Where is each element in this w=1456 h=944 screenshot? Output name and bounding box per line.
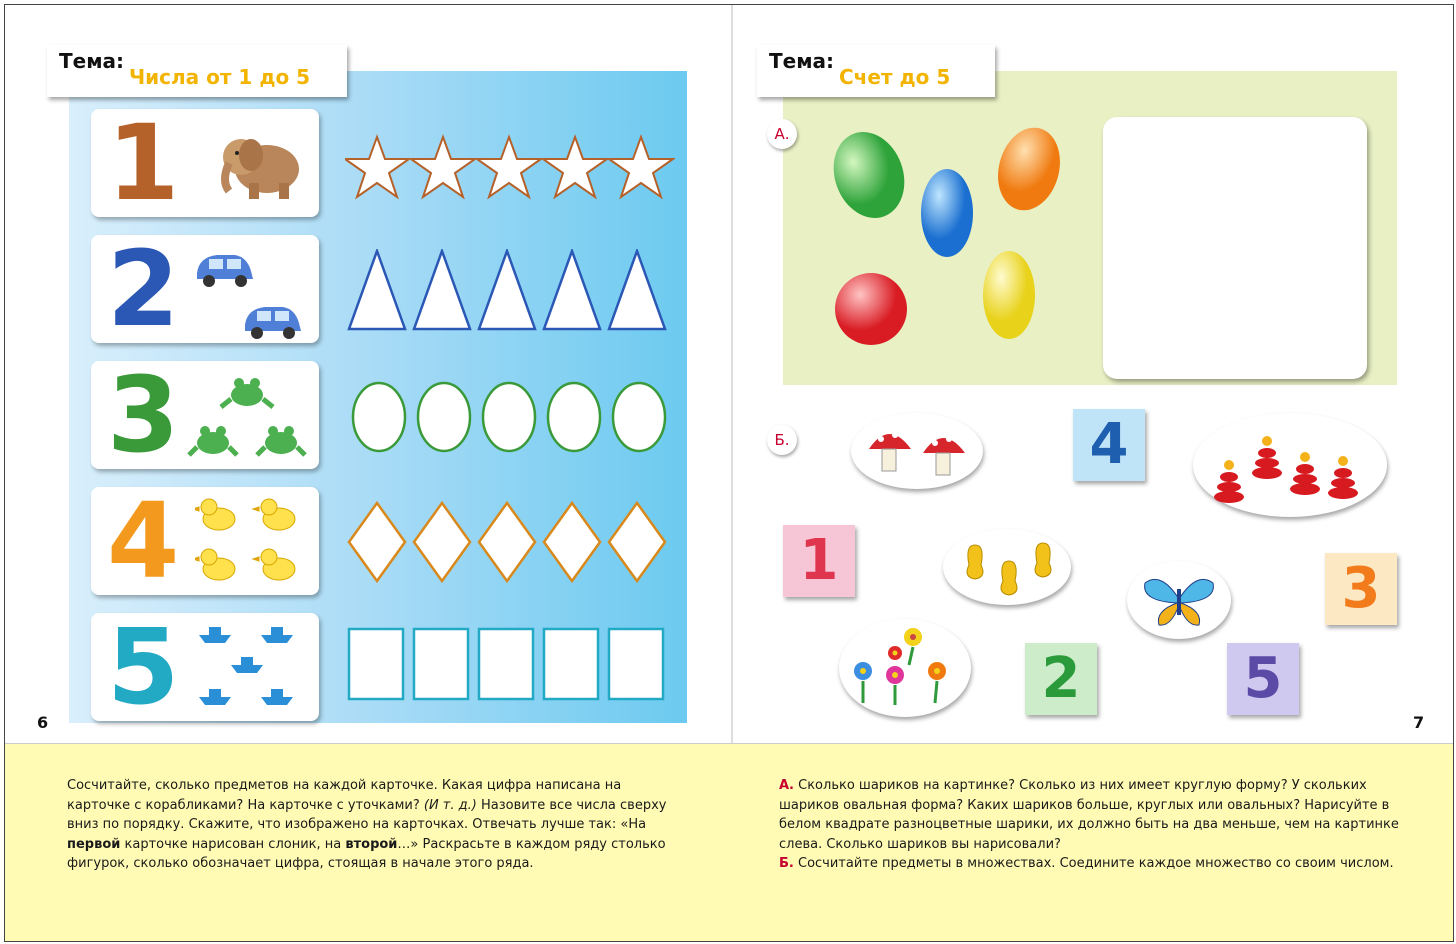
card-digit: 4 [107,480,180,602]
instr-text-a: Сколько шариков на картинке? Сколько из них имеет круглую форму? У скольких шариков овальная форма? Каких шариков больше, круглых или овальных? Нарисуйте в белом квадрате разноцветные шарики, их должно быть на два меньше, чем на картинке слева. Сколько шариков вы нарисовали? [779,778,1399,852]
butterfly-icon [1141,571,1217,629]
marker-b: Б. [767,425,797,455]
blue-balloon [921,169,973,257]
number-card-5 [91,606,319,728]
number-tile-1[interactable] [783,525,855,597]
number-tile-3[interactable] [1325,553,1397,625]
set-mushrooms[interactable] [851,413,983,489]
duck-icon [195,493,311,589]
card-digit: 1 [107,102,180,224]
green-balloon [825,122,916,228]
card-digit: 2 [107,228,180,350]
boat-icon [195,619,311,715]
topic-banner-right [757,45,995,97]
topic-title: Счет до 5 [839,65,951,89]
number-card-3 [91,354,319,476]
number-tile-5[interactable] [1227,643,1299,715]
triangle-icon [349,251,665,329]
flower-icon [849,625,961,711]
card-digit: 3 [107,354,180,476]
instr-text: карточке нарисован слоник, на [120,836,346,852]
frog-icon [185,369,315,465]
instr-label-b: Б. [779,856,794,871]
topic-label: Тема: [59,49,125,73]
set-flowers[interactable] [839,619,971,717]
instr-bold: второй [345,836,398,852]
instr-text: Назовите все числа сверху вниз по порядку. Скажите, что изображено на карточках. Отвечать лучше так: «На [67,797,667,832]
instr-text-b: Сосчитайте предметы в множествах. Соедините каждое множество со своим числом. [793,856,1394,871]
left-instructions [67,776,679,874]
tile-digit: 4 [1089,412,1129,477]
tile-digit: 1 [799,528,839,593]
square-row[interactable] [345,625,675,703]
square-icon [349,629,663,699]
oval-row[interactable] [345,379,675,455]
number-card-1 [91,102,319,224]
elephant-icon [215,125,305,203]
set-butterfly[interactable] [1127,561,1231,639]
number-tile-4[interactable] [1073,409,1145,481]
topic-label: Тема: [769,49,835,73]
yellow-balloon [983,251,1035,339]
drawing-box[interactable] [1103,117,1367,379]
mushroom-icon [865,423,969,479]
book-spread [4,4,1454,942]
right-instructions [779,776,1399,874]
tile-digit: 3 [1341,556,1381,621]
diamond-row[interactable] [345,501,675,583]
topic-banner-left [47,45,347,97]
number-tile-2[interactable] [1025,643,1097,715]
oval-icon [353,383,665,451]
balloons-illustration [825,121,1065,361]
set-pyramid-toys[interactable] [1193,413,1387,517]
pear-icon [957,537,1061,599]
tile-digit: 2 [1041,646,1081,711]
pyramid-toy-icon [1211,421,1371,509]
number-card-2 [91,228,319,350]
book-gutter [731,5,733,747]
card-digit: 5 [107,606,180,728]
marker-a: А. [767,119,797,149]
page-number-right: 7 [1413,713,1425,732]
number-card-4 [91,480,319,602]
instr-label-a: А. [779,778,794,793]
triangle-row[interactable] [345,249,675,333]
car-icon [191,243,311,339]
instr-text: …» Раскрасьте в каждом ряду столько фигурок, сколько обозначает цифра, стоящая в начале этого ряда. [67,836,666,871]
star-icon [345,137,673,197]
instructions-strip [5,743,1453,942]
instr-bold: первой [67,836,121,852]
instr-text: Сосчитайте, сколько предметов на каждой карточке. Какая цифра написана на карточке с корабликами? На карточке с уточками? [67,778,622,813]
instr-italic: (И т. д.) [423,797,477,813]
red-balloon [835,273,907,345]
set-pears[interactable] [943,529,1071,605]
tile-digit: 5 [1243,646,1283,711]
page-number-left: 6 [37,713,49,732]
star-row[interactable] [345,133,675,203]
topic-title: Числа от 1 до 5 [129,65,311,89]
orange-balloon [989,121,1065,217]
diamond-icon [349,503,665,581]
